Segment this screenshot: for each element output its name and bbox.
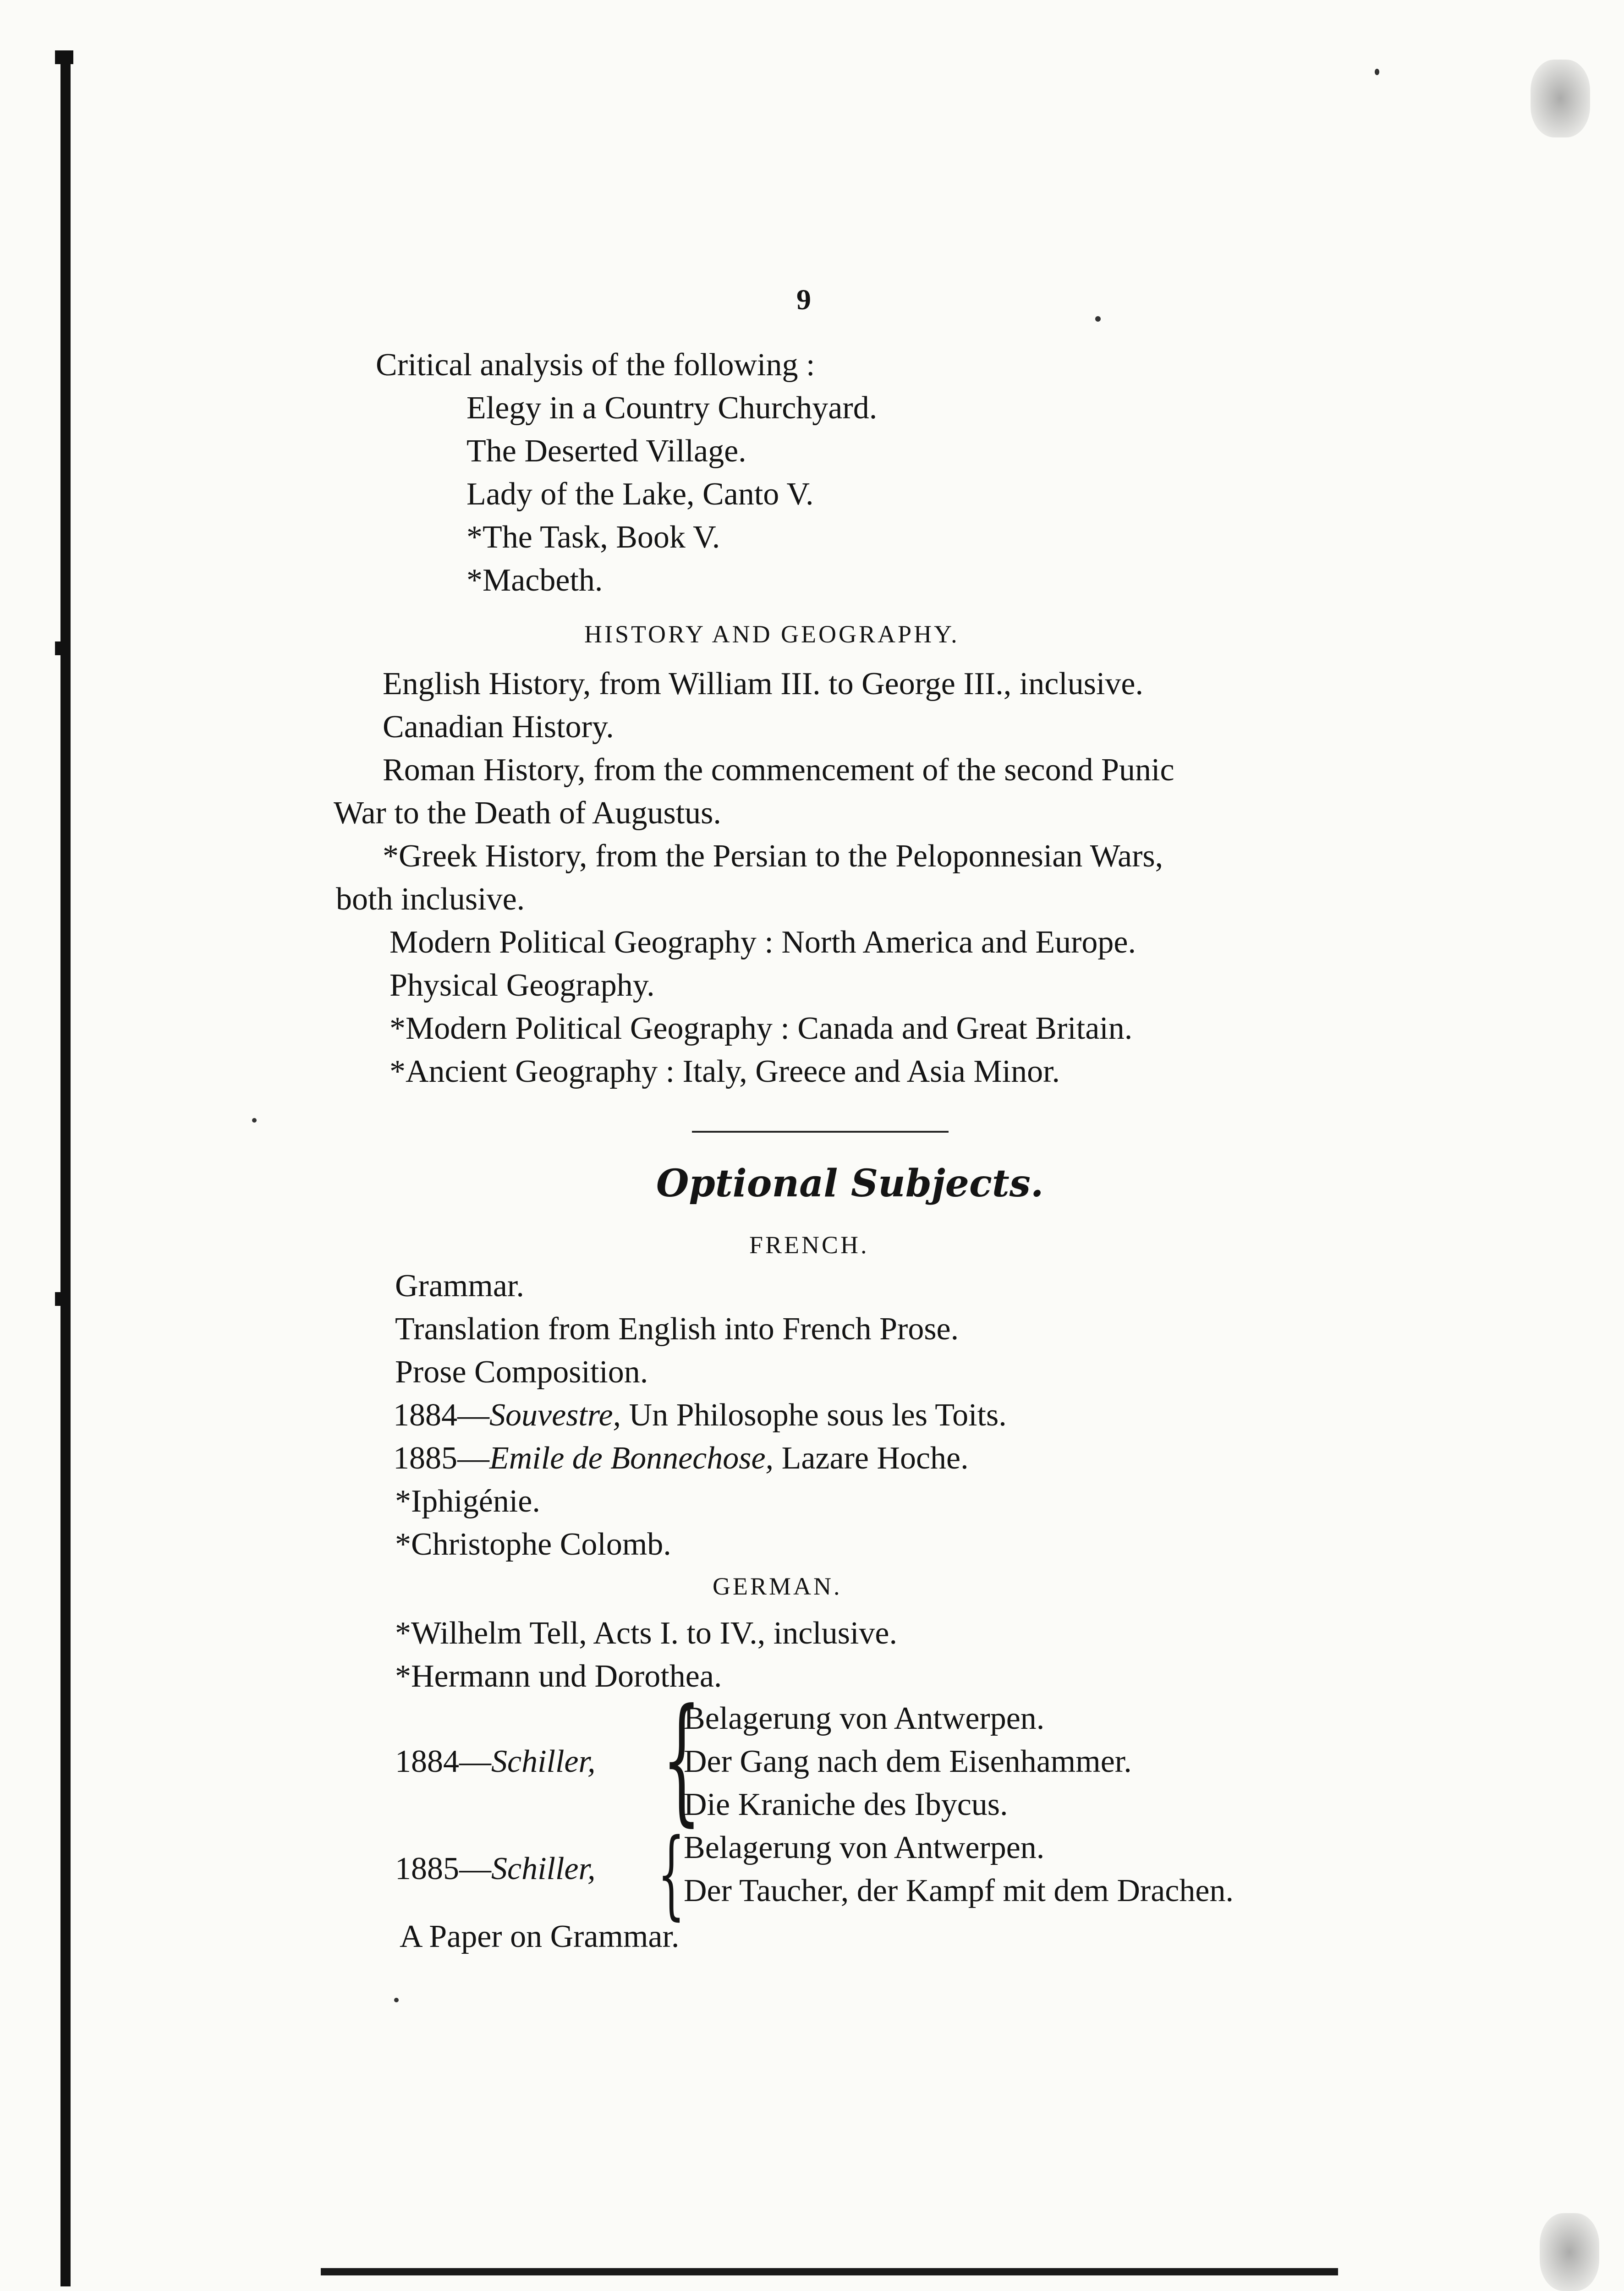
author: Emile de Bonnechose, — [489, 1441, 774, 1476]
binding-mark — [55, 1292, 64, 1306]
french-heading: FRENCH. — [749, 1231, 869, 1259]
history-line: *Greek History, from the Persian to the Peloponnesian Wars, — [383, 839, 1163, 874]
critical-item: Lady of the Lake, Canto V. — [466, 477, 814, 512]
german-work: Der Gang nach dem Eisenhammer. — [684, 1744, 1132, 1779]
german-line: *Hermann und Dorothea. — [395, 1659, 722, 1694]
page-number: 9 — [796, 283, 811, 316]
german-line: A Paper on Grammar. — [400, 1919, 680, 1954]
history-line: Physical Geography. — [390, 968, 655, 1003]
bottom-scan-edge — [321, 2268, 1338, 2275]
critical-item: *The Task, Book V. — [466, 520, 720, 555]
year: 1885— — [395, 1851, 491, 1886]
scan-speck — [394, 1998, 399, 2002]
history-line: Modern Political Geography : North America and Europe. — [390, 925, 1136, 960]
german-work: Die Kraniche des Ibycus. — [684, 1787, 1008, 1822]
history-line: both inclusive. — [336, 882, 525, 917]
german-line: *Wilhelm Tell, Acts I. to IV., inclusive. — [395, 1616, 897, 1651]
german-work: Belagerung von Antwerpen. — [684, 1701, 1045, 1736]
french-line: Grammar. — [395, 1268, 524, 1304]
french-line: Translation from English into French Prose. — [395, 1311, 959, 1347]
scan-stain — [1531, 60, 1590, 137]
history-heading: HISTORY AND GEOGRAPHY. — [584, 620, 960, 648]
history-line: *Modern Political Geography : Canada and Great Britain. — [390, 1011, 1133, 1046]
french-line: Prose Composition. — [395, 1354, 648, 1390]
author: Souvestre, — [489, 1398, 621, 1433]
scan-speck — [252, 1118, 257, 1123]
german-work: Belagerung von Antwerpen. — [684, 1830, 1045, 1865]
title: Un Philosophe sous les Toits. — [621, 1398, 1007, 1433]
brace-icon: { — [662, 1679, 702, 1839]
scan-speck — [1095, 316, 1101, 322]
author: Schiller, — [491, 1744, 596, 1779]
scan-speck — [1375, 69, 1379, 75]
title: Lazare Hoche. — [774, 1441, 969, 1476]
history-line: *Ancient Geography : Italy, Greece and Asia Minor. — [390, 1054, 1060, 1089]
critical-item: Elegy in a Country Churchyard. — [466, 390, 878, 426]
critical-item: The Deserted Village. — [466, 433, 746, 469]
section-divider — [692, 1131, 949, 1133]
critical-heading: Critical analysis of the following : — [376, 347, 815, 383]
french-line: *Christophe Colomb. — [395, 1527, 671, 1562]
author: Schiller, — [491, 1851, 596, 1886]
brace-icon: { — [657, 1818, 685, 1930]
year: 1884— — [393, 1398, 489, 1433]
french-reading-1884 — [393, 1399, 1007, 1431]
german-reading-1885 — [395, 1853, 595, 1885]
history-line: War to the Death of Augustus. — [334, 795, 721, 831]
german-reading-1884 — [395, 1746, 595, 1778]
binding-mark — [55, 50, 73, 64]
scan-stain — [1540, 2213, 1599, 2291]
page-binding-edge — [60, 50, 71, 2286]
year: 1884— — [395, 1744, 491, 1779]
history-line: Roman History, from the commencement of the second Punic — [383, 752, 1174, 788]
critical-item: *Macbeth. — [466, 563, 603, 598]
german-work: Der Taucher, der Kampf mit dem Drachen. — [684, 1873, 1234, 1908]
french-line: *Iphigénie. — [395, 1484, 540, 1519]
german-heading: GERMAN. — [713, 1573, 842, 1600]
history-line: Canadian History. — [383, 709, 614, 745]
binding-mark — [55, 641, 64, 655]
year: 1885— — [393, 1441, 489, 1476]
history-line: English History, from William III. to George III., inclusive. — [383, 666, 1144, 702]
optional-title: Optional Subjects. — [656, 1162, 1044, 1206]
french-reading-1885 — [393, 1442, 969, 1474]
